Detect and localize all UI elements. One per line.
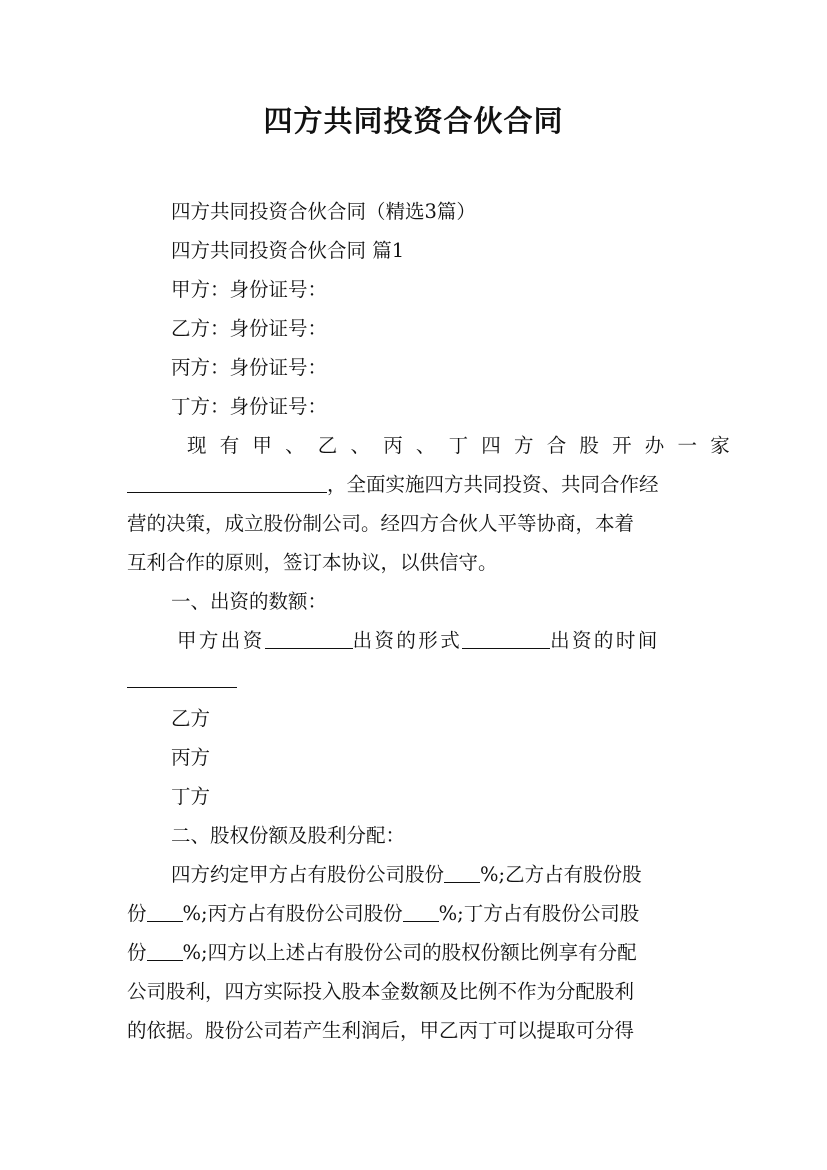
section-2-heading: 二、股权份额及股利分配： (171, 824, 406, 847)
share-line-2-c: %;丁方占有股份公司股 (438, 902, 640, 925)
capital-amount-blank (265, 622, 353, 649)
share-line-2-b: %;丙方占有股份公司股份 (182, 902, 403, 925)
share-c-blank (403, 895, 439, 922)
intro-line-1-text: 现有甲、乙、丙、丁四方合股开办一家 (187, 434, 743, 457)
document-body (127, 192, 743, 1050)
share-line-2 (127, 894, 701, 933)
share-line-5: 的依据。股份公司若产生利润后，甲乙丙丁可以提取可分得 (127, 1019, 635, 1042)
share-d-blank (147, 934, 183, 961)
share-b-blank (147, 895, 183, 922)
share-a-blank (444, 856, 480, 883)
capital-time-blank (127, 661, 237, 688)
intro-line-3: 营的决策，成立股份制公司。经四方合伙人平等协商，本着 (127, 512, 635, 535)
capital-form-blank (462, 622, 550, 649)
document-title: 四方共同投资合伙合同 (263, 104, 564, 138)
share-line-3 (127, 933, 701, 972)
capital-a-line (127, 621, 701, 660)
party-c-line: 丙方：身份证号： (171, 356, 328, 379)
capital-a-label: 甲方出资 (177, 629, 265, 652)
share-line-1 (127, 855, 701, 894)
share-line-3-b: %;四方以上述占有股份公司的股权份额比例享有分配 (182, 941, 637, 964)
section-1-heading: 一、出资的数额： (171, 590, 328, 613)
party-a-line: 甲方：身份证号： (171, 278, 328, 301)
capital-time-blank-line (127, 660, 701, 699)
subtitle-line: 四方共同投资合伙合同（精选3篇） (171, 200, 476, 223)
intro-line-2-text: ，全面实施四方共同投资、共同合作经 (327, 473, 659, 496)
share-line-1-a: 四方约定甲方占有股份公司股份 (171, 863, 445, 886)
share-line-4: 公司股利，四方实际投入股本金数额及比例不作为分配股利 (127, 980, 635, 1003)
chapter-heading: 四方共同投资合伙合同 篇1 (171, 239, 405, 262)
party-d-line: 丁方：身份证号： (171, 395, 328, 418)
capital-c-line: 丙方 (171, 746, 211, 769)
company-name-blank (127, 466, 327, 493)
capital-b-line: 乙方 (171, 707, 211, 730)
capital-time-label: 出资的时间 (550, 629, 660, 652)
intro-line-2 (127, 465, 701, 504)
capital-d-line: 丁方 (171, 785, 211, 808)
party-b-line: 乙方：身份证号： (171, 317, 328, 340)
share-line-3-a: 份 (127, 941, 147, 964)
share-line-1-b: %;乙方占有股份股 (480, 863, 642, 886)
intro-line-4: 互利合作的原则，签订本协议，以供信守。 (127, 551, 498, 574)
share-line-2-a: 份 (127, 902, 147, 925)
intro-line-1 (127, 426, 743, 465)
capital-form-label: 出资的形式 (352, 629, 463, 652)
